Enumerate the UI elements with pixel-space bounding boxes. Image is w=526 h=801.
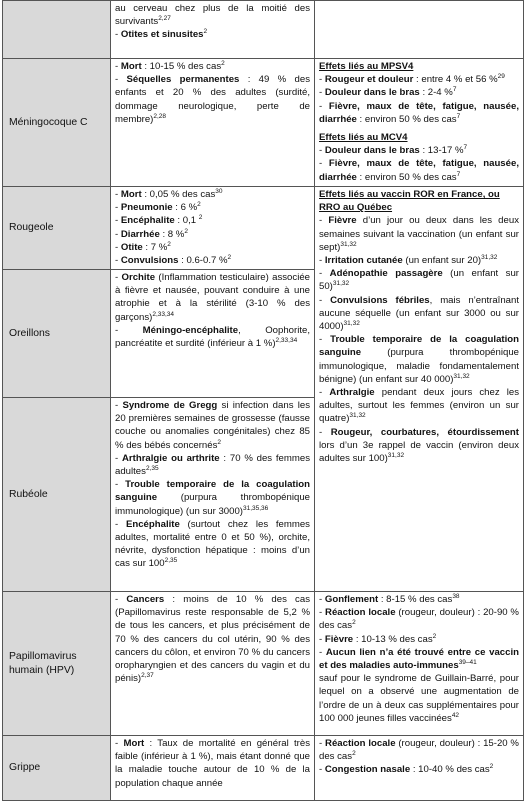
item-term: Trouble temporaire de la coagulation sanguine: [115, 479, 310, 504]
list-item: [115, 737, 310, 790]
reference-superscript: 2: [167, 240, 171, 248]
reference-superscript: 2,37: [141, 672, 154, 680]
list-item: [319, 386, 519, 426]
disease-risk-cell: [111, 59, 315, 187]
reference-superscript: 2,35: [145, 464, 159, 472]
item-term: Rougeur et douleur: [324, 74, 414, 86]
vaccine-effect-cell: [315, 592, 524, 736]
item-text: (rougeur, douleur) : 15-20 % des cas: [319, 738, 519, 763]
bullet-dash: -: [319, 607, 326, 619]
reference-superscript: 31,32: [453, 372, 470, 380]
item-text: au cerveau chez plus de la moitié des survivants: [115, 3, 310, 28]
item-text: , Oophorite, pancréatite et surdité (inférieur à 1 %): [115, 324, 310, 350]
item-text: (un enfant sur 50): [319, 268, 519, 293]
bullet-dash: -: [115, 29, 121, 41]
reference-superscript: 2: [352, 619, 356, 627]
item-term: Fièvre, maux de tête, fatigue, nausée, diarrhée: [319, 100, 519, 125]
item-term: Gonflement: [324, 594, 379, 605]
reference-superscript: 2: [203, 28, 208, 36]
bullet-dash: -: [115, 400, 123, 411]
item-text: : 0,1: [174, 215, 199, 227]
list-item: [319, 254, 519, 267]
bullet-dash: -: [115, 272, 122, 283]
reference-superscript: 7: [452, 86, 457, 94]
item-text: : 8 %: [159, 228, 185, 240]
vaccine-effect-cell: [315, 1, 524, 59]
item-term: Diarrhée: [120, 228, 160, 240]
bullet-dash: -: [319, 764, 325, 776]
list-item: [115, 324, 310, 350]
item-term: Fièvre: [324, 633, 354, 645]
bullet-dash: -: [319, 633, 325, 645]
item-text: d’un jour ou deux dans les deux semaines suivant la vaccination (un enfant sur sept): [319, 215, 519, 253]
bullet-dash: -: [319, 158, 329, 170]
item-term: Réaction locale: [325, 607, 396, 619]
table-row: [3, 592, 524, 736]
bullet-dash: -: [319, 255, 325, 267]
section-heading: Effets liés au MCV4: [319, 132, 408, 144]
disease-cell: Oreillons: [3, 270, 111, 398]
item-text: : 8-15 % des cas: [378, 594, 453, 605]
bullet-dash: -: [115, 479, 126, 491]
list-item: [115, 452, 310, 478]
reference-superscript: 31,32: [332, 280, 350, 288]
table-row: [3, 187, 524, 270]
reference-superscript: 2,27: [158, 15, 171, 23]
vaccine-effect-cell: [315, 736, 524, 801]
item-term: Douleur dans le bras: [324, 145, 420, 157]
list-item: [319, 333, 519, 386]
item-term: Séquelles permanentes: [126, 74, 240, 86]
disease-cell: [3, 1, 111, 59]
vaccine-effects-table: [2, 0, 524, 801]
bullet-dash: -: [115, 324, 143, 336]
bullet-dash: -: [319, 646, 326, 658]
item-text: : 70 % des femmes adultes: [115, 452, 310, 478]
list-item: [115, 214, 310, 227]
disease-risk-cell: [111, 398, 315, 592]
item-term: Encéphalite: [125, 518, 180, 530]
item-text: : 10-13 % des cas: [353, 633, 433, 645]
reference-superscript: 39–41: [458, 658, 477, 666]
reference-superscript: 7: [456, 170, 461, 178]
item-term: Cancers: [126, 594, 165, 605]
item-term: Otite: [120, 241, 143, 253]
item-text: (un enfant sur 20): [402, 255, 482, 267]
list-item: [319, 267, 519, 293]
disease-risk-cell: [111, 592, 315, 736]
vaccine-effect-cell: [315, 187, 524, 592]
section-heading: Effets liés au vaccin ROR en France, ou RRO au Québec: [319, 189, 500, 214]
reference-superscript: 2: [197, 201, 201, 209]
item-term: Mort: [123, 738, 145, 749]
item-term: Réaction locale: [325, 738, 396, 749]
list-item: [115, 2, 310, 28]
item-term: Douleur dans le bras: [324, 87, 420, 99]
item-text: : 10-40 % des cas: [410, 764, 490, 776]
reference-superscript: 7: [463, 144, 468, 152]
disease-risk-cell: [111, 187, 315, 270]
reference-superscript: 31,32: [349, 412, 366, 420]
list-item: [115, 60, 310, 73]
list-item: [319, 214, 519, 254]
reference-superscript: 2,33,34: [152, 310, 175, 318]
item-text: (surtout chez les femmes adultes, mortalité entre 0 et 50 %), orchite, névrite, dysfonction hépatique : moins d’un cas sur 100: [115, 518, 310, 570]
item-text: : 2-4 %: [419, 87, 453, 99]
bullet-dash: -: [319, 87, 325, 99]
item-term: Adénopathie passagère: [329, 268, 443, 280]
item-term: Arthralgie ou arthrite: [121, 452, 220, 464]
item-text: : environ 50 % des cas: [356, 113, 457, 125]
item-term: Convulsions: [120, 255, 179, 267]
reference-superscript: 2: [184, 227, 188, 235]
reference-superscript: 31,32: [340, 240, 357, 248]
item-text: pendant deux jours chez les adultes, surtout les femmes (environ un sur quatre): [319, 387, 519, 425]
list-item: [319, 157, 519, 183]
item-text: : 7 %: [142, 241, 168, 253]
bullet-dash: -: [319, 426, 331, 438]
bullet-dash: -: [319, 387, 330, 399]
disease-cell: Rubéole: [3, 398, 111, 592]
bullet-dash: -: [115, 518, 126, 530]
item-term: Convulsions fébriles: [330, 294, 430, 306]
bullet-dash: -: [115, 452, 122, 464]
list-item: [115, 201, 310, 214]
reference-superscript: 2: [227, 253, 232, 261]
item-term: Fièvre: [328, 215, 357, 227]
reference-superscript: 2: [489, 763, 494, 771]
reference-superscript: 2: [352, 750, 356, 758]
item-text: (purpura thrombopénique immunologique, maladie fondamentalement bénigne) (un enfant sur 40 000): [319, 347, 519, 385]
item-term: Rougeur, courbatures, étourdissement: [330, 426, 519, 438]
list-item: [115, 593, 310, 685]
item-text: , mais n’entraînant aucune séquelle (un enfant sur 3000 ou sur 4000): [319, 294, 519, 333]
list-item: [319, 646, 519, 672]
list-item: [319, 73, 519, 86]
disease-cell: Papillomavirus humain (HPV): [3, 592, 111, 736]
reference-superscript: 31,32: [343, 319, 360, 327]
item-term: Orchite: [121, 272, 156, 283]
item-term: Syndrome de Gregg: [122, 400, 218, 411]
item-term: Mort: [120, 189, 142, 200]
item-text: : Taux de mortalité en général très faible (inférieur à 1 %), mais étant donné que la maladie touche autour de 10 % de la population chaque année: [115, 738, 310, 789]
bullet-dash: -: [319, 100, 329, 112]
list-item: [319, 606, 519, 632]
item-text: (purpura thrombopénique immunologique) (un sur 3000): [115, 492, 310, 517]
reference-superscript: 2,28: [153, 112, 167, 120]
item-term: Méningo-encéphalite: [142, 324, 239, 336]
vaccine-effect-cell: [315, 59, 524, 187]
reference-superscript: 30: [215, 187, 223, 195]
item-term: Arthralgie: [329, 387, 375, 399]
bullet-dash: -: [115, 215, 121, 227]
reference-superscript: 31,35,36: [242, 504, 269, 512]
list-item: [115, 228, 310, 241]
item-text: : 13-17 %: [419, 145, 464, 157]
item-term: Irritation cutanée: [324, 255, 403, 267]
list-item: [115, 188, 310, 201]
bullet-dash: -: [115, 241, 121, 253]
list-item: [115, 241, 310, 254]
item-text: (Inflammation testiculaire) associée à fièvre et nausée, pouvant conduire à une atrophie et à la stérilité (3-10 % des garçons): [115, 272, 310, 323]
reference-superscript: 2,33,34: [275, 336, 298, 344]
list-item: [319, 144, 519, 157]
section-heading: Effets liés au MPSV4: [319, 61, 414, 72]
bullet-dash: -: [319, 268, 330, 280]
item-text: lors d’un 3e rappel de vaccin (environ deux adultes sur 100): [319, 439, 519, 465]
list-item: [115, 28, 310, 41]
bullet-dash: -: [115, 594, 127, 605]
reference-superscript: 7: [456, 112, 461, 120]
table-row: [3, 59, 524, 187]
bullet-dash: -: [319, 215, 329, 227]
list-item: [115, 478, 310, 518]
item-text: : entre 4 % et 56 %: [413, 74, 498, 86]
list-item: [115, 518, 310, 571]
bullet-dash: -: [115, 255, 121, 267]
item-text: : 10-15 % des cas: [141, 61, 222, 72]
disease-cell: Méningocoque C: [3, 59, 111, 187]
bullet-dash: -: [319, 294, 331, 306]
list-item: [319, 633, 519, 646]
bullet-dash: -: [319, 738, 326, 749]
item-term: Encéphalite: [120, 215, 175, 227]
bullet-dash: -: [319, 145, 325, 157]
item-text: : 6 %: [172, 202, 198, 214]
bullet-dash: -: [115, 228, 121, 240]
bullet-dash: -: [115, 738, 124, 749]
item-term: Trouble temporaire de la coagulation sanguine: [319, 334, 519, 359]
reference-superscript: 38: [452, 592, 460, 600]
disease-risk-cell: [111, 270, 315, 398]
disease-cell: Grippe: [3, 736, 111, 801]
list-item: [115, 271, 310, 324]
item-text: : 0.6-0.7 %: [178, 255, 228, 267]
list-item: [319, 672, 519, 725]
list-item: [319, 426, 519, 466]
list-item: [115, 399, 310, 452]
item-term: Otites et sinusites: [120, 29, 204, 41]
item-text: : environ 50 % des cas: [356, 171, 457, 183]
item-term: Aucun lien n’a été trouvé entre ce vaccin et des maladies auto-immunes: [319, 646, 519, 672]
list-item: [319, 763, 519, 776]
list-item: [319, 100, 519, 126]
bullet-dash: -: [319, 334, 331, 346]
list-item: [319, 294, 519, 334]
disease-risk-cell: [111, 736, 315, 801]
item-text: : moins de 10 % des cas (Papillomavirus reste responsable de 5,2 % de tous les cancers, et plus précisément de 70 % des cancers du col utérin, 90 % des cancers du côlon, et environ 70 % du cancers oropharyngien et des cancers du vagin et du pénis): [115, 594, 310, 685]
item-text: si infection dans les 20 premières semaines de grossesse (fausse couche ou anomalies congénitales) chez 85 % des bébés concernés: [115, 400, 310, 451]
item-text: sauf pour le syndrome de Guillain-Barré, pour lequel on a observé une augmentation de l’ordre de un à deux cas supplémentaires pour 100 000 jeunes filles vaccinées: [319, 673, 519, 724]
item-text: : 0,05 % des cas: [141, 189, 216, 200]
item-term: Pneumonie: [120, 202, 173, 214]
bullet-dash: -: [115, 202, 121, 214]
table-row: [3, 1, 524, 59]
disease-risk-cell: [111, 1, 315, 59]
reference-superscript: 31,32: [481, 253, 498, 261]
reference-superscript: 42: [451, 711, 460, 719]
reference-superscript: 2: [217, 438, 222, 446]
bullet-dash: -: [115, 61, 121, 72]
reference-superscript: 2: [221, 59, 225, 67]
reference-superscript: 2: [198, 214, 203, 222]
list-item: [319, 737, 519, 763]
table-row: [3, 736, 524, 801]
list-item: [319, 593, 519, 606]
item-term: Fièvre, maux de tête, fatigue, nausée, diarrhée: [319, 158, 519, 183]
item-term: Congestion nasale: [324, 764, 411, 776]
bullet-dash: -: [115, 189, 121, 200]
reference-superscript: 31,32: [387, 451, 405, 459]
item-text: : 49 % des enfants et 20 % des adultes (surdité, dommage neurologique, perte de membre): [115, 74, 310, 125]
disease-cell: Rougeole: [3, 187, 111, 270]
reference-superscript: 29: [497, 73, 505, 81]
item-text: (rougeur, douleur) : 20-90 % des cas: [319, 607, 519, 632]
bullet-dash: -: [319, 594, 325, 605]
list-item: [319, 86, 519, 99]
bullet-dash: -: [319, 74, 325, 86]
list-item: [115, 73, 310, 126]
reference-superscript: 2: [432, 632, 437, 640]
item-term: Mort: [120, 61, 142, 72]
bullet-dash: -: [115, 74, 127, 86]
list-item: [115, 254, 310, 267]
reference-superscript: 2,35: [164, 557, 178, 565]
